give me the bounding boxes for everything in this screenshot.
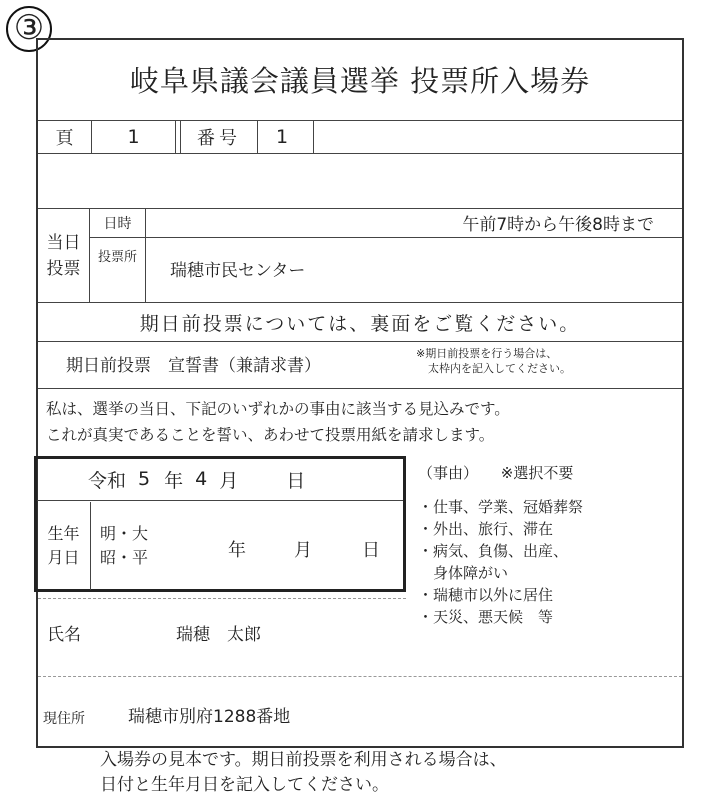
early-voting-notice: 期日前投票については、裏面をご覧ください。 — [38, 302, 682, 342]
reason-item: 身体障がい — [418, 564, 509, 582]
name-label: 氏名 — [47, 624, 81, 645]
birthdate-label — [37, 502, 91, 590]
election-day-label-line1: 当日 — [46, 233, 81, 253]
date-month-unit: 月 — [219, 469, 239, 492]
address-value: 瑞穂市別府1288番地 — [128, 706, 291, 727]
reasons-header-row — [418, 462, 678, 482]
date-month[interactable]: 4 — [195, 468, 208, 490]
declaration-body-line1: 私は、選挙の当日、下記のいずれかの事由に該当する見込みです。 — [46, 400, 510, 418]
declaration-divider — [38, 388, 682, 389]
name-divider — [38, 598, 406, 599]
date-era: 令和 — [88, 469, 127, 492]
date-row — [88, 460, 388, 498]
declaration-title: 期日前投票 宣誓書（兼請求書） — [66, 355, 321, 376]
number-value: 1 — [258, 120, 314, 154]
datetime-label: 日時 — [90, 208, 146, 238]
footer-note — [100, 748, 700, 798]
reasons-list-a — [418, 496, 680, 626]
reason-item: ・病気、負傷、出産、 — [418, 542, 569, 560]
date-day-unit: 日 — [286, 469, 306, 492]
declaration-note-line1: ※期日前投票を行う場合は、 — [416, 347, 558, 360]
date-year-unit: 年 — [164, 469, 184, 492]
birth-year-unit: 年 — [228, 540, 246, 561]
page-label: 頁 — [38, 120, 92, 154]
birth-era-line2: 昭・平 — [100, 548, 149, 567]
birth-month-unit: 月 — [294, 540, 312, 561]
reason-item: ・外出、旅行、滞在 — [418, 520, 554, 538]
declaration-note — [416, 346, 678, 382]
reason-item: ・瑞穂市以外に居住 — [418, 586, 554, 604]
reasons-note: ※選択不要 — [500, 464, 574, 482]
polling-place-value: 瑞穂市民センター — [170, 260, 306, 281]
footer-note-line1: 入場券の見本です。期日前投票を利用される場合は、 — [100, 750, 507, 770]
number-badge: ③ — [6, 6, 52, 52]
name-value: 瑞穂 太郎 — [176, 624, 261, 645]
declaration-body — [46, 396, 676, 450]
polling-place-label: 投票所 — [90, 238, 146, 302]
number-label: 番号 — [180, 120, 258, 154]
address-divider — [38, 676, 682, 677]
reasons-header: （事由） — [418, 464, 479, 482]
page-value: 1 — [92, 120, 176, 154]
birthdate-label-line2: 月日 — [47, 548, 80, 567]
ticket-title: 岐阜県議会議員選挙 投票所入場券 — [129, 63, 591, 98]
birthdate-label-line1: 生年 — [47, 524, 80, 543]
birth-era-options[interactable] — [100, 522, 180, 576]
birth-era-line1: 明・大 — [100, 524, 149, 543]
address-label: 現住所 — [43, 711, 85, 727]
reason-item: ・仕事、学業、冠婚葬祭 — [418, 498, 584, 516]
election-day-label — [38, 208, 90, 302]
birth-day-unit: 日 — [362, 540, 380, 561]
reason-item: ・天災、悪天候 等 — [418, 608, 554, 626]
election-day-label-line2: 投票 — [46, 259, 81, 279]
declaration-note-line2: 太枠内を記入してください。 — [428, 362, 571, 375]
declaration-body-line2: これが真実であることを誓い、あわせて投票用紙を請求します。 — [46, 426, 495, 444]
date-year[interactable]: 5 — [138, 468, 151, 490]
footer-note-line2: 日付と生年月日を記入してください。 — [100, 775, 389, 795]
entry-box-divider — [37, 500, 403, 501]
datetime-value: 午前7時から午後8時まで — [146, 208, 682, 238]
